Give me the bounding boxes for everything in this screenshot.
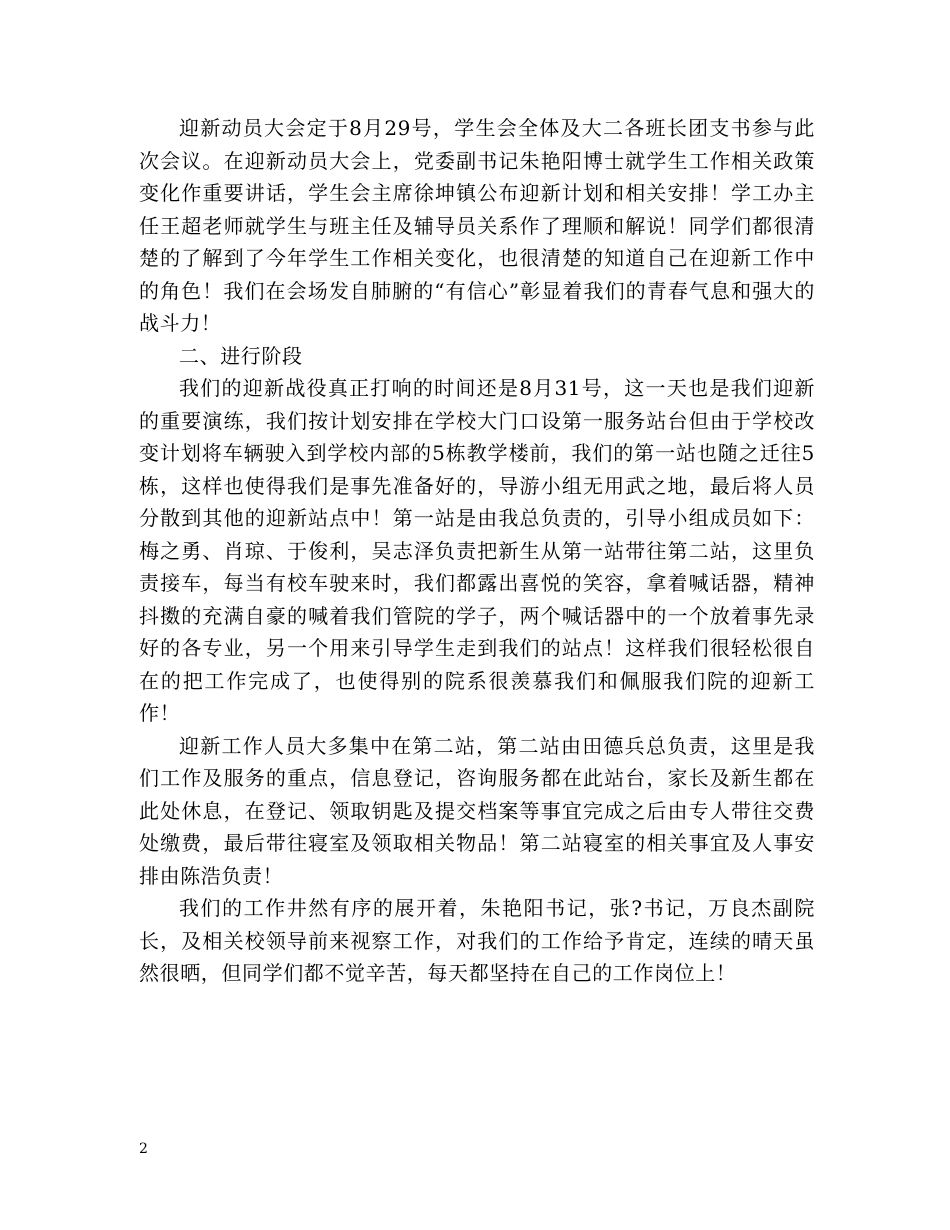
paragraph-first-station: 我们的迎新战役真正打响的时间还是8月31号，这一天也是我们迎新的重要演练，我们按计划安排在学校大门口设第一服务站台但由于学校改变计划将车辆驶入到学校内部的5栋教学楼前，我们的第一站也随之迁往5栋，这样也使得我们是事先准备好的，导游小组无用武之地，最后将人员分散到其他的迎新站点中！第一站是由我总负责的，引导小组成员如下：梅之勇、肖琼、于俊利，吴志泽负责把新生从第一站带往第二站，这里负责接车，每当有校车驶来时，我们都露出喜悦的笑容，拿着喊话器，精神抖擞的充满自豪的喊着我们管院的学子，两个喊话器中的一个放着事先录好的各专业，另一个用来引导学生走到我们的站点！这样我们很轻松很自在的把工作完成了，也使得别的院系很羡慕我们和佩服我们院的迎新工作！: [139, 376, 815, 725]
paragraph-second-station: 迎新工作人员大多集中在第二站，第二站由田德兵总负责，这里是我们工作及服务的重点，信息登记，咨询服务都在此站台，家长及新生都在此处休息，在登记、领取钥匙及提交档案等事宜完成之后由专人带往交费处缴费，最后带往寝室及领取相关物品！第二站寝室的相关事宜及人事安排由陈浩负责！: [139, 733, 815, 888]
section-heading-progress-stage: 二、进行阶段: [179, 343, 303, 368]
page-number: 2: [139, 1141, 148, 1157]
paragraph-leaders-visit: 我们的工作井然有序的展开着，朱艳阳书记，张?书记，万良杰副院长，及相关校领导前来视察工作，对我们的工作给予肯定，连续的晴天虽然很晒，但同学们都不觉辛苦，每天都坚持在自己的工作岗位上！: [139, 896, 815, 985]
paragraph-mobilization-meeting: 迎新动员大会定于8月29号，学生会全体及大二各班长团支书参与此次会议。在迎新动员大会上，党委副书记朱艳阳博士就学生工作相关政策变化作重要讲话，学生会主席徐坤镇公布迎新计划和相关安排！学工办主任王超老师就学生与班主任及辅导员关系作了理顺和解说！同学们都很清楚的了解到了今年学生工作相关变化，也很清楚的知道自己在迎新工作中的角色！我们在会场发自肺腑的“有信心”彰显着我们的青春气息和强大的战斗力！: [139, 116, 815, 335]
document-body: [139, 112, 815, 990]
